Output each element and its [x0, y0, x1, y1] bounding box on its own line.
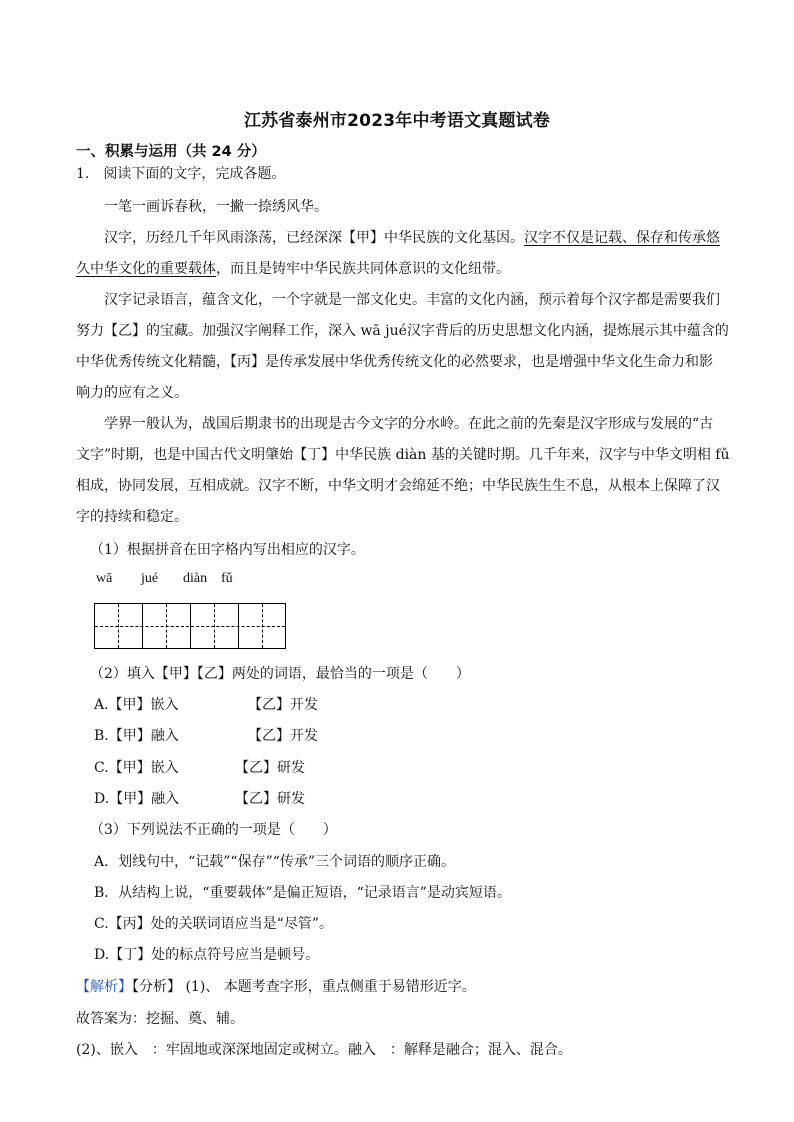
answer-line: (2)、嵌入 ：牢固地或深深地固定或树立。融入 ：解释是融合；混入、混合。: [76, 1042, 572, 1058]
underlined-sentence: 汉字不仅是记载、保存和传承悠: [524, 230, 720, 246]
pinyin-label: diàn: [183, 571, 208, 586]
passage-line: [76, 259, 510, 279]
passage-line: 中华优秀传统文化精髓，【丙】是传承发展中华优秀传统文化的必然要求，也是增强中华文化生命力和影: [76, 354, 713, 370]
option-b-second: 【乙】开发: [248, 728, 318, 744]
passage-line: 努力【乙】的宝藏。加强汉字阐释工作，深入 wā jué汉字背后的历史思想文化内涵，提炼展示其中蕴含的: [76, 323, 729, 339]
option-a-first: A.【甲】嵌入: [94, 697, 179, 713]
section-heading: 一、积累与运用（共 24 分）: [76, 144, 266, 160]
pinyin-label: wā: [96, 571, 113, 586]
option-c-first: C.【甲】嵌入: [94, 760, 179, 776]
pinyin-label: fǔ: [221, 571, 233, 586]
passage-text: ，而且是铸牢中华民族共同体意识的文化纽带。: [216, 261, 510, 277]
option-d-first: D.【甲】融入: [94, 791, 180, 807]
passage-line: 字的持续和稳定。: [76, 509, 188, 525]
passage-text: 汉字，历经几千年风雨涤荡，已经深深【甲】中华民族的文化基因。: [104, 230, 524, 246]
option-c: C.【丙】处的关联词语应当是“尽管”。: [94, 916, 333, 932]
passage-line: 一笔一画诉春秋，一撇一捺绣风华。: [104, 199, 328, 215]
option-d-second: 【乙】研发: [235, 791, 305, 807]
page-title: 江苏省泰州市2023年中考语文真题试卷: [243, 111, 551, 131]
pinyin-label: jué: [141, 571, 159, 586]
sub-question-3: （3）下列说法不正确的一项是（ ）: [90, 822, 337, 838]
option-b-first: B.【甲】融入: [94, 728, 179, 744]
tianzige-grid[interactable]: [94, 603, 286, 649]
passage-line: 学界一般认为，战国后期隶书的出现是古今文字的分水岭。在此之前的先秦是汉字形成与发展的“古: [104, 416, 714, 432]
passage-line: [104, 228, 720, 248]
option-a: A．划线句中，“记载”“保存”“传承”三个词语的顺序正确。: [94, 854, 456, 870]
option-a-second: 【乙】开发: [248, 697, 318, 713]
grid-guide: [95, 626, 285, 627]
underlined-sentence: 久中华文化的重要载体: [76, 261, 216, 277]
option-d: D.【丁】处的标点符号应当是顿号。: [94, 947, 320, 963]
passage-line: 相成，协同发展，互相成就。汉字不断，中华文明才会绵延不绝；中华民族生生不息，从根本上保障了汉: [76, 478, 720, 494]
sub-question-2: （2）填入【甲】【乙】两处的词语，最恰当的一项是（ ）: [90, 666, 470, 682]
option-a: [94, 695, 179, 715]
analysis-tag: 【解析】: [76, 979, 132, 995]
analysis-text: 【分析】 (1)、 本题考查字形，重点侧重于易错形近字。: [132, 979, 476, 995]
passage-line: 文字”时期，也是中国古代文明肇始【丁】中华民族 diàn 基的关键时期。几千年来，汉字与中华文明相 fǔ: [76, 447, 730, 463]
passage-line: 响力的应有之义。: [76, 385, 188, 401]
option-b: B．从结构上说，“重要载体”是偏正短语，“记录语言”是动宾短语。: [94, 885, 511, 901]
option-c-second: 【乙】研发: [235, 760, 305, 776]
question-stem: 1. 阅读下面的文字，完成各题。: [76, 166, 286, 182]
passage-line: 汉字记录语言，蕴含文化，一个字就是一部文化史。丰富的文化内涵，预示着每个汉字都是需要我们: [104, 292, 720, 308]
answer-line: 故答案为：挖掘、奠、辅。: [76, 1011, 244, 1027]
answer-analysis: [76, 977, 476, 997]
sub-question-1: （1）根据拼音在田字格内写出相应的汉字。: [90, 542, 365, 558]
